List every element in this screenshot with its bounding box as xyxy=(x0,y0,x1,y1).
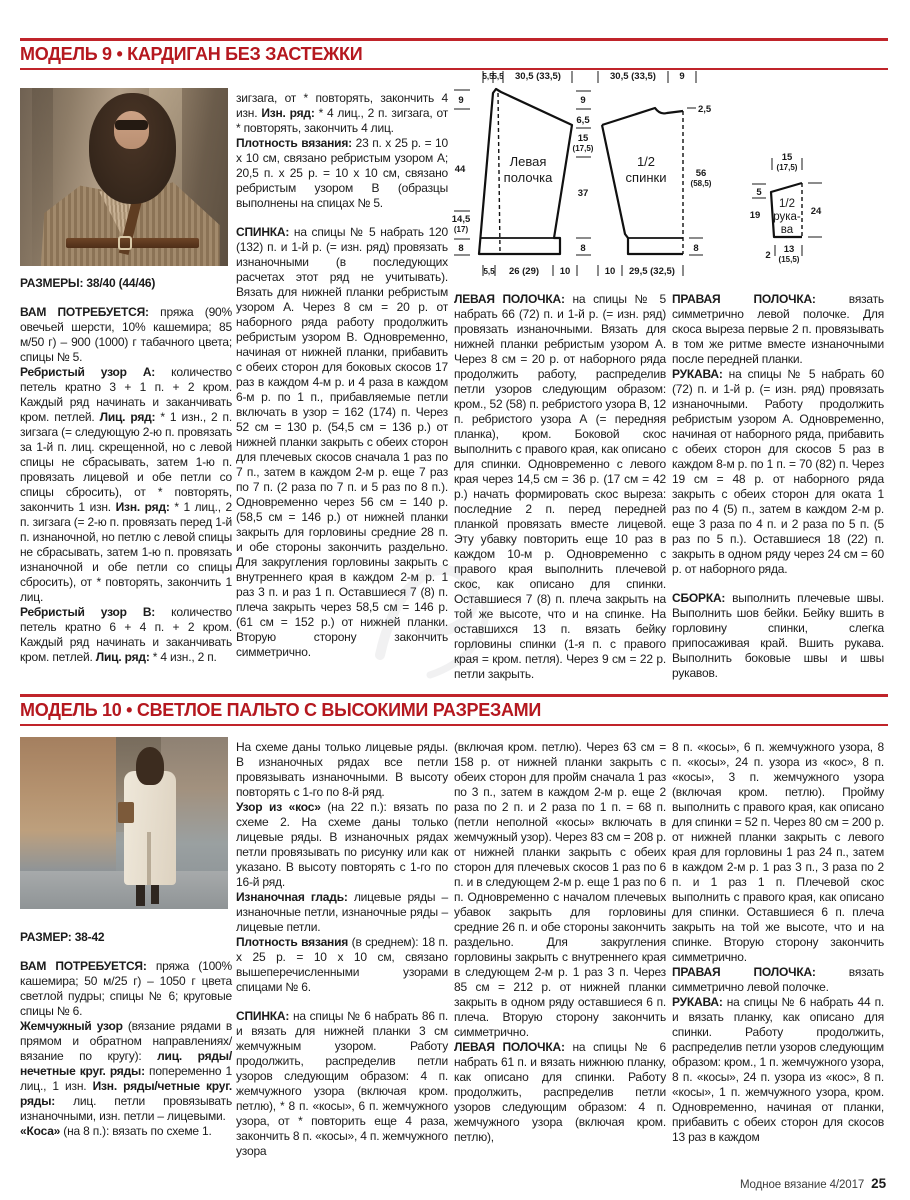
model9-col1-text: РАЗМЕРЫ: 38/40 (44/46) ВАМ ПОТРЕБУЕТСЯ: пряжа (90% овечьей шерсти, 10% кашемира; 85 м/50 г) – 900 (1000) г табачного цвета; спицы № 5. Ребристый узор А: количество петель кратно 3 + 1 п. + 2 кром. Каждый ряд начинать и заканчивать кром. петлей. Лиц. ряд: * 1 изн., 2 п. зигзага (= следующую 2-ю п. провязать за 1-й п. лиц. скрещенной, но с левой спицы не сбрасывать, затем 1-ю п. провязать лицевой и обе петли со спицы сбросить), от * повторять, закончить 1 изн. Изн. ряд: * 1 лиц., 2 п. зигзага (= 2-ю п. провязать перед 1-й п. изнаночной, но петлю с левой спицы не сбрасывать, затем 1-ю п. провязать изнаночной и обе петли со спицы сбросить), от * повторять, закончить 1 лиц. Ребристый узор В: количество петель кратно 6 + 4 п. + 2 кром. Каждый ряд начинать и заканчивать кром. петлей. Лиц. ряд: * 4 изн., 2 п. xyxy=(20,276,232,664)
dim-label: 9 xyxy=(679,71,685,82)
dim-label: 5,5 xyxy=(492,72,504,81)
dim-label: (17,5) xyxy=(776,163,798,172)
model10-col1-text: РАЗМЕР: 38-42 ВАМ ПОТРЕБУЕТСЯ: пряжа (100% кашемира; 50 м/25 г) – 1050 г цвета светлой пудры; спицы № 6; круговые спицы № 6. Жемчужный узор (вязание рядами в прямом и обратном направлениях/вязание по кругу): лиц. ряды/нечетные круг. ряды: попеременно 1 лиц., 1 изн. Изн. ряды/четные круг. ряды: лиц. петли провязывать изнаночными, изн. петли – лицевыми. «Коса» (на 8 п.): вязать по схеме 1. xyxy=(20,930,232,1138)
dim-label: 10 xyxy=(559,266,571,277)
dim-label: 5,5 xyxy=(482,72,494,81)
dim-label: (17) xyxy=(453,225,469,234)
model9-photo xyxy=(20,88,228,266)
dim-label: 44 xyxy=(454,164,466,175)
dim-label: 15 xyxy=(577,133,589,144)
back-piece-outline xyxy=(602,125,683,254)
dim-label: 19 xyxy=(749,210,761,221)
dim-label: (15,5) xyxy=(778,255,800,264)
dim-label: 10 xyxy=(604,266,616,277)
sleeve-piece-label: рука- xyxy=(773,211,801,223)
back-piece-label: спинки xyxy=(625,170,667,185)
model9-col3-text: ЛЕВАЯ ПОЛОЧКА: на спицы № 5 набрать 66 (72) п. и 1-й р. (= изн. ряд) провязать изнаночными. Вязать для нижней планки ребристым узором А. Через 8 см = 20 р. от наборного ряда продолжить работу, распределив петли узоров следующим образом: кром., 52 (58) п. ребристого узора В, 12 п. ребристого узора А (= передняя планка), кром. Боковой скос выполнить с правого края, как описано для спинки. Одновременно с левого края через 14,5 см = 36 р. (17 см = 42 р.) начать формировать скос выреза: последние 2 п. перед передней планкой провязать вместе лицевой. Эту убавку повторить еще 10 раз в каждом 10-м р. Одновременно с правого края выполнить плечевой скос, как описано для спинки. Оставшиеся 7 (8) п. плеча закрыть на той же высоте, что и на спинке. На оставшихся 13 п. вязать бейку горловины спинки (1-я п. с правого края = кром. петля). Через 9 см = 22 р. петли закрыть. xyxy=(454,292,666,681)
front-piece-label: полочка xyxy=(503,170,553,185)
model9-col2-text: зигзага, от * повторять, закончить 4 изн. Изн. ряд: * 4 лиц., 2 п. зигзага, от * повторять, закончить 4 лиц. Плотность вязания: 23 п. х 25 р. = 10 х 10 см, связано ребристым узором А; 20,5 п. х 25 р. = 10 х 10 см, связано ребристым узором В (образцы выполнены на спицах № 5. СПИНКА: на спицы № 5 набрать 120 (132) п. и 1-й р. (= изн. ряд) провязать изнаночными (в последующих расчетах этот ряд не учитывать). Вязать для нижней планки ребристым узором А. Через 8 см = 20 р. от наборного ряда работу продолжить ребристым узором В. Одновременно, начиная от нижней планки, прибавить с обеих сторон для боковых скосов 17 раз в каждом 4-м р. и 4 раза в каждом 6-м р. по 1 п., прибавляемые петли включать в узор = 162 (174) п. Через 52 см = 130 р. (54,5 см = 136 р.) от нижней планки закрыть с обеих сторон для плечевых скосов сначала 1 раз по 7 п., затем в каждом 2-м р. еще 7 раз по 7 п. (2 раза по 7 п. и 5 раз по 8 п.). Одновременно через 56 см = 140 р. (58,5 см = 146 р.) от нижней планки закрыть для горловины средние 28 п. и обе стороны закончить раздельно. Для закругления горловины закрыть с внутреннего края в каждом 2-м р. 1 раз 3 п. и раз 1 п. Оставшиеся 7 (8) п. плеча закрыть через 58,5 см = 146 р. (61 см = 152 р.) от нижней планки. Вторую сторону закончить симметрично. xyxy=(236,91,449,659)
model9-pattern-diagram xyxy=(450,62,908,290)
dim-label: (17,5) xyxy=(572,144,594,153)
dim-label: 9 xyxy=(458,95,464,106)
dim-label: 13 xyxy=(783,244,795,255)
photo-hair xyxy=(89,93,176,203)
back-shoulder-line xyxy=(602,108,683,125)
photo-legs xyxy=(151,885,159,904)
dim-label: 5,5 xyxy=(483,267,495,276)
photo-building xyxy=(20,737,116,871)
dim-label: 5 xyxy=(756,187,762,198)
watermark xyxy=(360,545,510,695)
dim-label: 2,5 xyxy=(698,104,712,115)
dim-label: 14,5 xyxy=(451,214,471,225)
footer-page-number: 25 xyxy=(871,1176,886,1191)
section-rule-under-title xyxy=(20,724,888,726)
sleeve-piece-label: 1/2 xyxy=(779,198,795,210)
photo-sunglasses xyxy=(115,120,148,130)
model10-title: МОДЕЛЬ 10 • СВЕТЛОЕ ПАЛЬТО С ВЫСОКИМИ РАЗРЕЗАМИ xyxy=(20,700,541,720)
model9-col4-text: ПРАВАЯ ПОЛОЧКА: вязать симметрично левой полочке. Для скоса выреза первые 2 п. провязывать в том же ритме вместе изнаночными после передней планки. РУКАВА: на спицы № 5 набрать 60 (72) п. и 1-й р. (= изн. ряд) провязать изнаночными. Работу продолжить ребристым узором А. Одновременно, начиная от наборного ряда, прибавить с обеих сторон для скосов 5 раз в каждом 8-м р. по 1 п. = 70 (82) п. Через 19 см = 48 р. от наборного ряда закрыть с обеих сторон для оката 1 раз по 4 (5) п., затем в каждом 2-м р. еще 3 раза по 4 п. и 2 раза по 5 п. (5 раз по 5 п.). Оставшиеся 18 (22) п. закрыть в одном ряду через 24 см = 60 р. от наборного ряда. СБОРКА: выполнить плечевые швы. Выполнить шов бейки. Бейку вшить в горловину спинки, слегка припосаживая край. Вшить рукава. Выполнить боковые швы и швы рукавов. xyxy=(672,292,884,680)
dim-label: 29,5 (32,5) xyxy=(629,266,675,277)
dim-label: 9 xyxy=(580,95,586,106)
photo-face xyxy=(114,111,149,148)
dim-label: 37 xyxy=(577,188,589,199)
dim-label: 2 xyxy=(765,250,771,261)
dim-label: 24 xyxy=(810,206,822,217)
photo-bag xyxy=(118,802,135,823)
dim-label: 15 xyxy=(781,152,793,163)
dim-label: 30,5 (33,5) xyxy=(610,71,656,82)
dim-label: (58,5) xyxy=(690,179,712,188)
photo-belt xyxy=(66,238,199,249)
dim-label: 8 xyxy=(580,243,586,254)
page-footer xyxy=(740,1176,886,1191)
section-rule-top xyxy=(20,694,888,697)
footer-magazine-issue: Модное вязание 4/2017 xyxy=(739,1179,865,1191)
photo-legs xyxy=(136,885,144,906)
model10-col4-text: 8 п. «косы», 6 п. жемчужного узора, 8 п. «косы», 24 п. узора из «кос», 8 п. «косы», 3 п. жемчужного узора (включая кром. петлю). Пройму выполнить с правого края, как описано для спинки = 52 п. Через 80 см = 200 р. от нижней планки закрыть с левого края для горловины 1 раз 24 п., затем в каждом 2-м р. 1 раз 3 п., 3 раза по 2 п. и 1 раз 1 п. Плечевой скос выполнить с правого края, как описано для спинки. Оставшиеся 6 п. плеча закрыть на той же высоте, что и на спинке. Вторую сторону закончить симметрично. ПРАВАЯ ПОЛОЧКА: вязать симметрично левой полочке. РУКАВА: на спицы № 6 набрать 44 п. и вязать планку, как описано для спинки. Работу продолжить, распределив петли узоров следующим образом: кром., 1 п. жемчужного узора, 8 п. «косы», 24 п. узора из «кос», 8 п. «косы», 1 п. жемчужного узора, кром. Одновременно, начиная от планки, прибавить с обеих сторон для скосов 13 раз в каждом xyxy=(672,740,884,1144)
model10-col2-text: На схеме даны только лицевые ряды. В изнаночных рядах все петли провязывать изнаночными. В высоту повторять с 1-го по 8-й ряд. Узор из «кос» (на 22 п.): вязать по схеме 2. На схеме даны только лицевые ряды. В изнаночных рядах петли провязывать по рисунку или как указано. В высоту повторять с 1-го по 16-й ряд. Изнаночная гладь: лицевые ряды – изнаночные петли, изнаночные ряды – лицевые петли. Плотность вязания (в среднем): 18 п. х 25 р. = 10 х 10 см, связано вышеперечисленными узорами спицами № 6. СПИНКА: на спицы № 6 набрать 86 п. и вязать для нижней планки 3 см жемчужным узором. Работу продолжить, распределив петли узоров следующим образом: 4 п. жемчужного узора (включая кром. петлю), * 8 п. «косы», 6 п. жемчужного узора, от * повторить еще 4 раза, закончить 8 п. «косы», 4 п. жемчужного узора xyxy=(236,740,448,1158)
dim-label: 8 xyxy=(693,243,699,254)
model10-col3-text: (включая кром. петлю). Через 63 см = 158 р. от нижней планки закрыть с обеих сторон для пройм сначала 1 раз по 3 п., затем в каждом 2-м р. еще 2 раза по 2 п. и 2 раза по 1 п. = 68 п. (петли неполной «косы» включать в жемчужный узор). Через 83 см = 208 р. от нижней планки закрыть с обеих сторон для плечевых скосов 1 раз по 6 п. и в следующем 2-м р. еще 1 раз по 6 п. Одновременно с началом плечевых убавок закрыть для горловины средние 26 п. и обе стороны закончить раздельно. Для закругления горловины закрыть с внутреннего края в следующем 2-м р. 1 раз 3 п. Через 85 см = 212 р. от нижней планки закрыть в одном ряду оставшиеся 6 п. плеча. Вторую сторону закончить симметрично. ЛЕВАЯ ПОЛОЧКА: на спицы № 6 набрать 61 п. и вязать нижнюю планку, как описано для спинки. Работу продолжить, распределив петли узоров следующим образом: 4 п. жемчужного узора (включая кром. петлю), xyxy=(454,740,666,1144)
dim-label: 56 xyxy=(695,168,707,179)
dim-label: 30,5 (33,5) xyxy=(515,71,561,82)
sleeve-piece-label: ва xyxy=(780,224,794,236)
dim-label: 26 (29) xyxy=(508,266,540,277)
photo-coat-slit xyxy=(147,832,151,885)
back-piece-label: 1/2 xyxy=(636,154,656,169)
photo-hair xyxy=(136,747,163,785)
front-piece-label: Левая xyxy=(509,154,547,169)
front-band-fold-line xyxy=(498,93,500,252)
dim-label: 8 xyxy=(458,243,464,254)
section-rule-top xyxy=(20,38,888,41)
photo-belt-buckle xyxy=(118,236,133,249)
dim-label: 6,5 xyxy=(576,115,590,126)
model10-photo xyxy=(20,737,228,909)
model9-title: МОДЕЛЬ 9 • КАРДИГАН БЕЗ ЗАСТЕЖКИ xyxy=(20,44,363,64)
